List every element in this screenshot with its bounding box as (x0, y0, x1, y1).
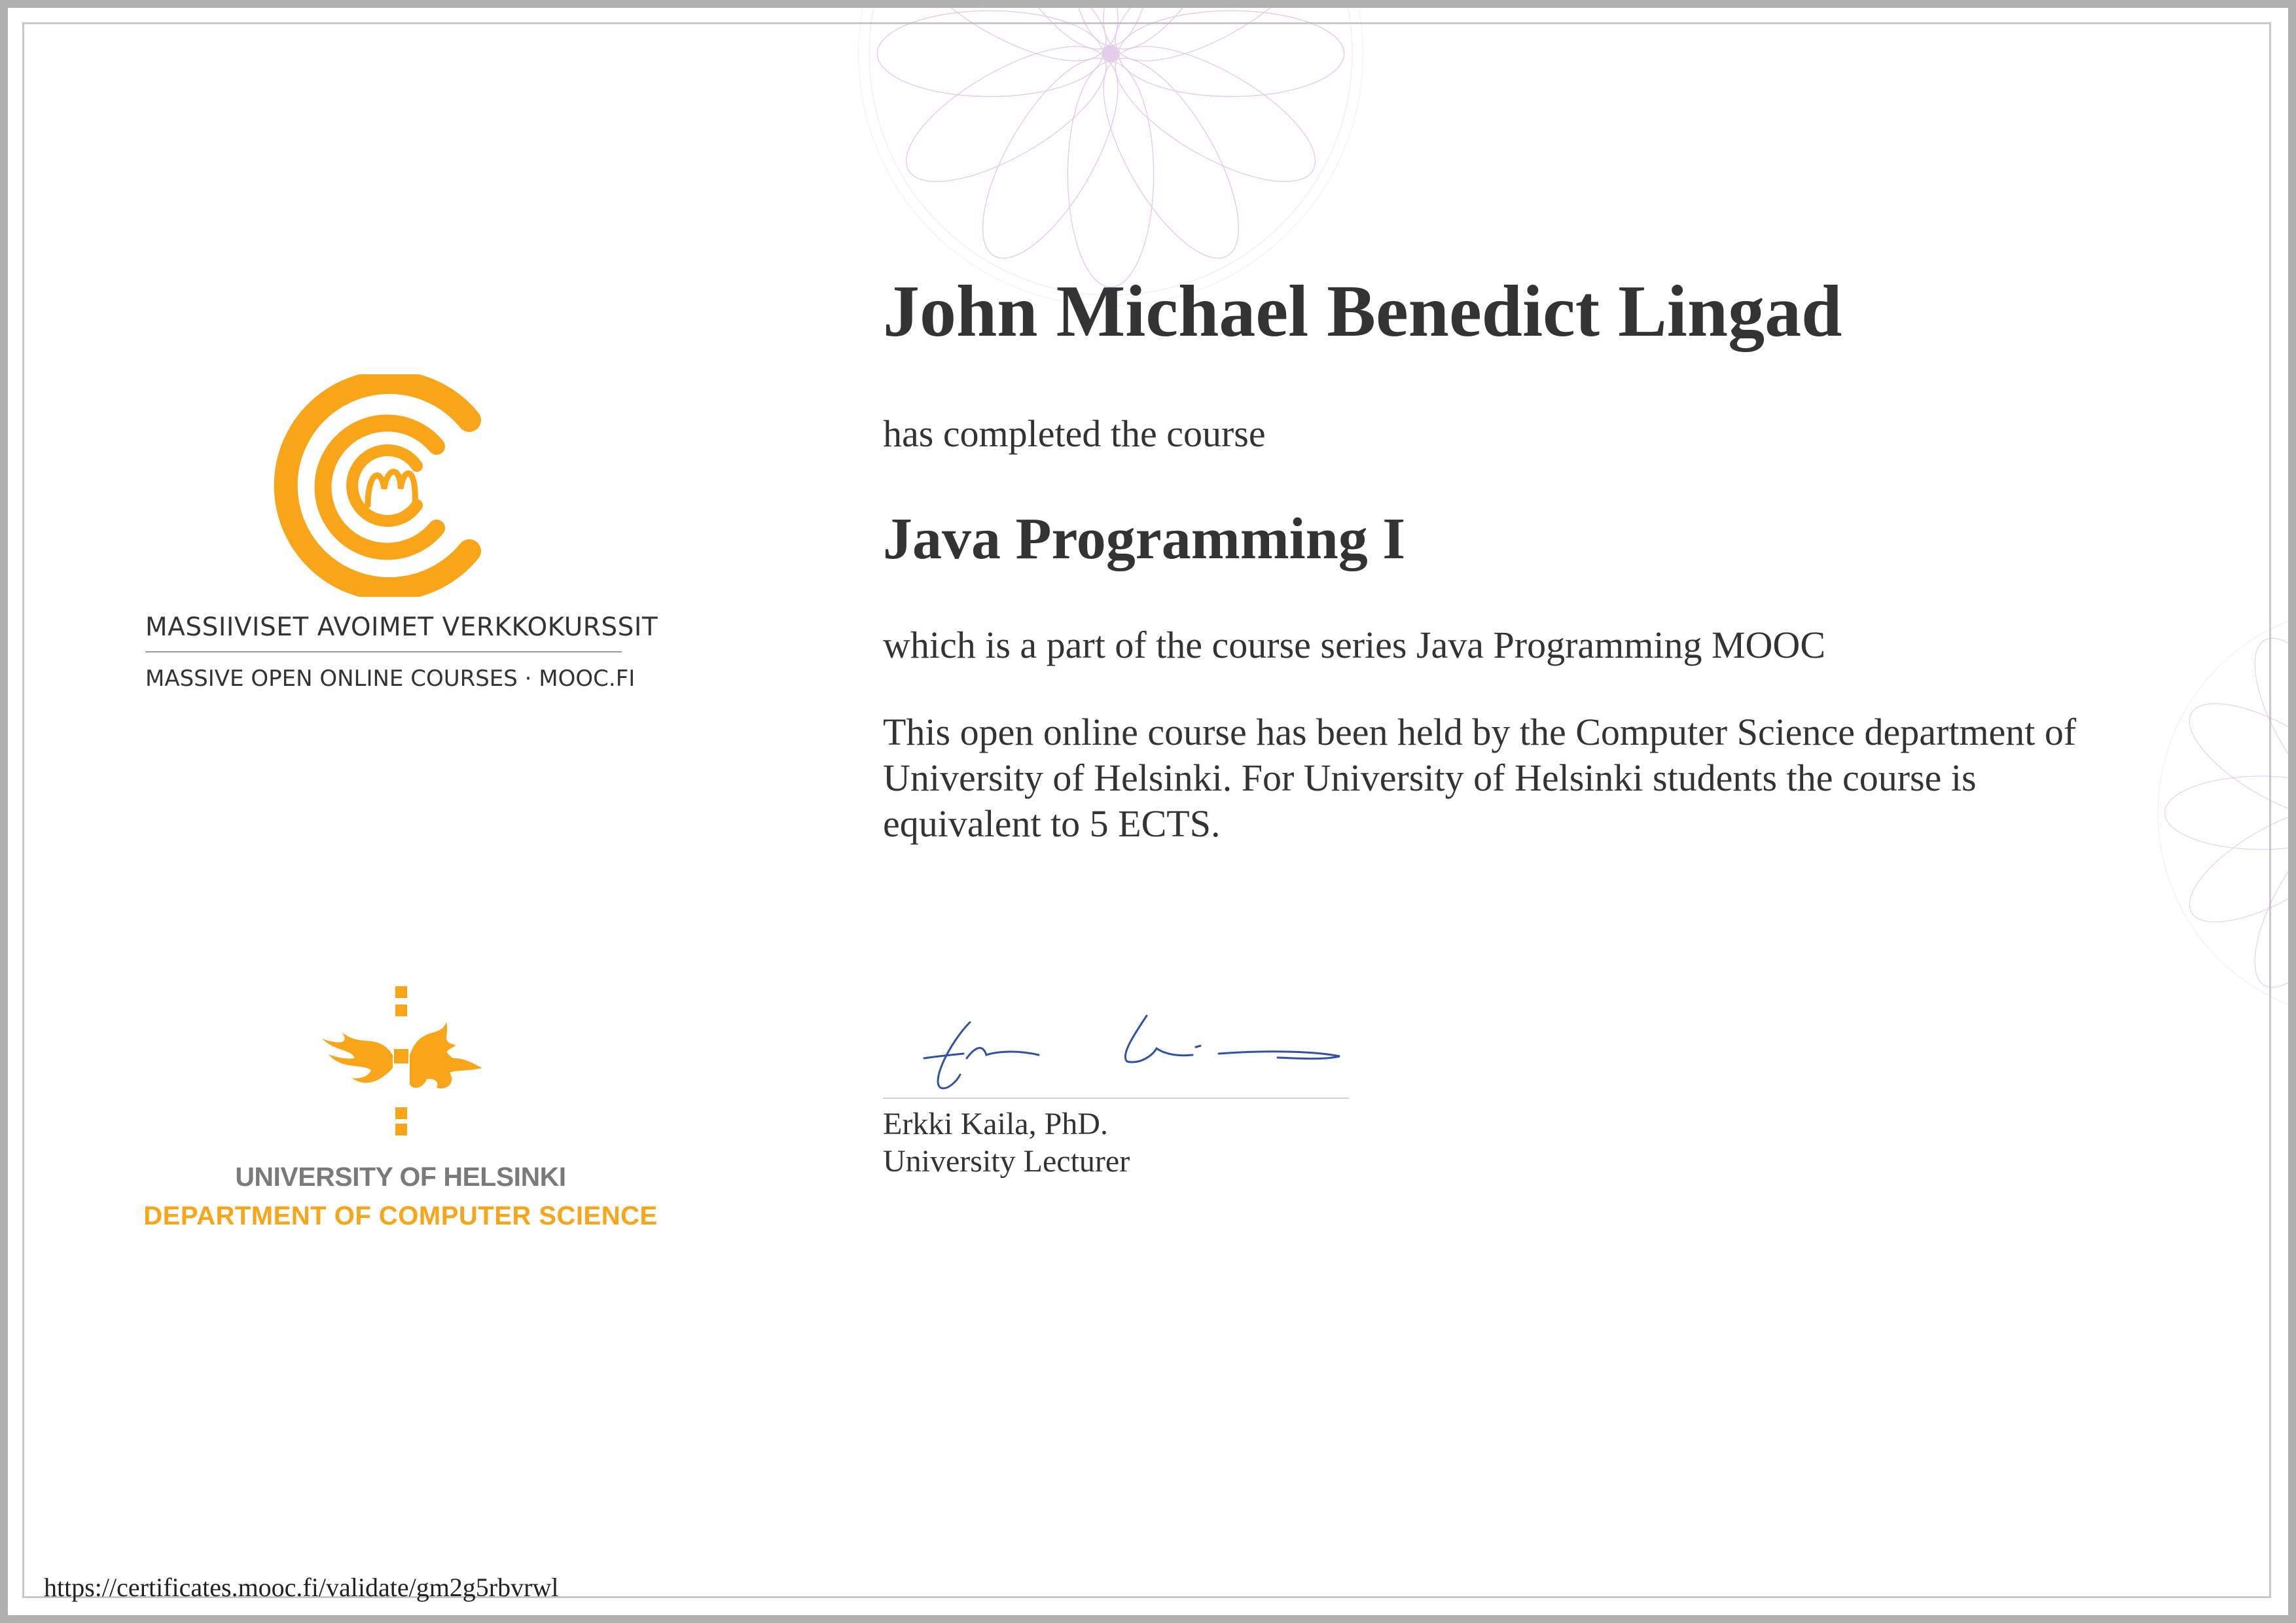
certificate-sheet (8, 8, 2288, 1615)
mooc-logo-divider (145, 651, 622, 652)
mooc-logo (145, 374, 656, 692)
course-description: This open online course has been held by the Computer Science department of University of Helsinki. For University of Helsinki students the course is equivalent to 5 ECTS. (883, 711, 2077, 845)
handwritten-signature (905, 1003, 1350, 1101)
mooc-english-tagline: MASSIVE OPEN ONLINE COURSES · MOOC.FI (145, 666, 636, 692)
university-name: UNIVERSITY OF HELSINKI (235, 1162, 566, 1192)
signature-line (883, 1097, 1349, 1099)
recipient-name: John Michael Benedict Lingad (883, 271, 1842, 352)
validation-url[interactable]: https://certificates.mooc.fi/validate/gm2g5rbvrwl (44, 1573, 559, 1602)
course-series-statement: which is a part of the course series Java Programming MOOC (883, 624, 1826, 666)
department-name: DEPARTMENT OF COMPUTER SCIENCE (143, 1202, 658, 1230)
mooc-m-spiral-logo-icon (270, 374, 505, 597)
completed-statement: has completed the course (883, 412, 1266, 455)
signer-title: University Lecturer (883, 1144, 1130, 1179)
course-title: Java Programming I (883, 507, 1406, 571)
helsinki-flame-logo-icon (315, 986, 486, 1137)
mooc-finnish-tagline: MASSIIVISET AVOIMET VERKKOKURSSIT (145, 613, 658, 642)
rosette-watermark-right (2135, 584, 2288, 1042)
university-logo (139, 986, 662, 1231)
signer-name: Erkki Kaila, PhD. (883, 1107, 1108, 1141)
